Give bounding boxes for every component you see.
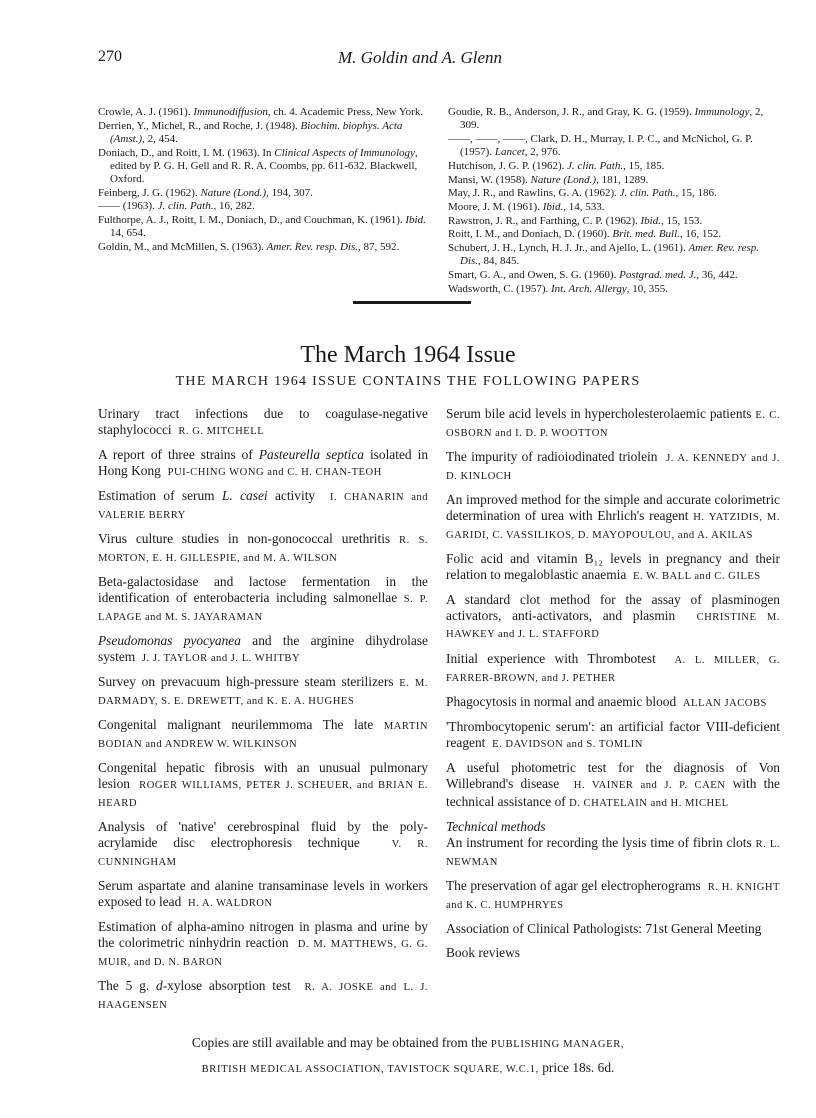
reference: Doniach, D., and Roitt, I. M. (1963). In Clinical Aspects of Immunology, edited by P. G. H. Gell and R. R. A. Coombs, pp. 611-632. Blackwell, Oxford. xyxy=(98,146,418,186)
paper-authors: H. VAINER and J. P. CAEN xyxy=(573,780,726,792)
paper-entry: Analysis of 'native' cerebrospinal fluid by the poly-acrylamide disc electrophoresis technique V. R. CUNNINGHAM xyxy=(98,819,429,868)
paper-authors: R. A. JOSKE and L. J. HAAGENSEN xyxy=(98,981,428,1011)
reference: May, J. R., and Rawlins, G. A. (1962). J. clin. Path., 15, 186. xyxy=(448,187,717,200)
section-divider xyxy=(353,301,471,304)
paper-authors: A. L. MILLER, G. FARRER-BROWN, and J. PETHER xyxy=(446,654,781,684)
papers-left-column xyxy=(98,406,428,1021)
paper-entry: A standard clot method for the assay of plasminogen activators, anti-activators, and plasmin CHRISTINE M. HAWKEY and J. L. STAFFORD xyxy=(446,592,780,641)
reference: Feinberg, J. G. (1962). Nature (Lond.), 194, 307. xyxy=(98,186,313,199)
paper-authors: E. DAVIDSON and S. TOMLIN xyxy=(492,739,643,751)
technical-methods-heading: Technical methods xyxy=(446,819,546,835)
paper-authors: I. CHANARIN and VALERIE BERRY xyxy=(98,492,429,521)
reference: Goudie, R. B., Anderson, J. R., and Gray, K. G. (1959). Immunology, 2, 309. xyxy=(448,106,764,132)
paper-authors: ALLAN JACOBS xyxy=(682,697,767,709)
paper-entry: An improved method for the simple and accurate colorimetric determination of urea with Ehrlich's reagent H. YATZIDIS, M. GARIDI, C. VASSILIKOS, D. MAYOPOULOU, and A. AKILAS xyxy=(446,492,780,541)
paper-authors: MARTIN BODIAN and ANDREW W. WILKINSON xyxy=(98,721,428,751)
paper-entry: Virus culture studies in non-gonococcal urethritis R. S. MORTON, E. H. GILLESPIE, and M. A. WILSON xyxy=(98,531,428,564)
paper-authors: R. H. KNIGHT and K. C. HUMPHRYES xyxy=(446,882,780,911)
paper-authors: S. P. LAPAGE and M. S. JAYARAMAN xyxy=(98,594,428,623)
paper-entry: Folic acid and vitamin B₁₂ levels in pregnancy and their relation to megaloblastic anaemia E. W. BALL and C. GILES xyxy=(446,550,780,582)
paper-entry: Serum bile acid levels in hypercholesterolaemic patients E. C. OSBORN and I. D. P. WOOTTON xyxy=(446,406,780,439)
references-right-column xyxy=(448,106,778,296)
paper-authors: H. A. WALDRON xyxy=(188,897,273,909)
paper-entry: Estimation of alpha-amino nitrogen in plasma and urine by the colorimetric ninhydrin reaction D. M. MATTHEWS, G. G. MUIR, and D. N. BARON xyxy=(98,919,429,968)
reference: Smart, G. A., and Owen, S. G. (1960). Postgrad. med. J., 36, 442. xyxy=(448,268,738,281)
reference: Moore, J. M. (1961). Ibid., 14, 533. xyxy=(448,200,605,213)
paper-authors: E. W. BALL and C. GILES xyxy=(633,570,761,582)
papers-right-column xyxy=(446,406,780,968)
reference: ——, ——, ——, Clark, D. H., Murray, I. P. C., and McNichol, G. P. (1957). Lancet, 2, 976. xyxy=(448,132,753,159)
paper-entry: Serum aspartate and alanine transaminase levels in workers exposed to lead H. A. WALDRON xyxy=(98,878,428,909)
paper-entry: Initial experience with Thrombotest A. L. MILLER, G. FARRER-BROWN, and J. PETHER xyxy=(446,650,781,684)
reference: Mansi, W. (1958). Nature (Lond.), 181, 1289. xyxy=(448,173,649,186)
reference: Derrien, Y., Michel, R., and Roche, J. (1948). Biochim. biophys. Acta (Amst.), 2, 454. xyxy=(98,119,403,145)
acp-meeting: Association of Clinical Pathologists: 71st General Meeting xyxy=(446,921,762,937)
notice-line-1: Copies are still available and may be obtained from the PUBLISHING MANAGER, xyxy=(191,1035,625,1050)
paper-entry: An instrument for recording the lysis time of fibrin clots R. L. NEWMAN xyxy=(446,834,780,868)
reference: Wadsworth, C. (1957). Int. Arch. Allergy, 10, 355. xyxy=(448,282,669,295)
paper-authors: J. J. TAYLOR and J. L. WHITBY xyxy=(141,652,301,664)
paper-authors: D. CHATELAIN and H. MICHEL xyxy=(569,797,729,809)
reference: —— (1963). J. clin. Path., 16, 282. xyxy=(98,200,255,213)
paper-authors: E. M. DARMADY, S. E. DREWETT, and K. E. A. HUGHES xyxy=(98,678,428,707)
reference: Goldin, M., and McMillen, S. (1963). Amer. Rev. resp. Dis., 87, 592. xyxy=(98,241,400,254)
reference: Rawstron, J. R., and Farthing, C. P. (1962). Ibid., 15, 153. xyxy=(448,214,703,227)
paper-entry: Phagocytosis in normal and anaemic blood ALLAN JACOBS xyxy=(446,693,767,709)
paper-authors: J. A. KENNEDY and J. D. KINLOCH xyxy=(446,453,780,482)
reference: Roitt, I. M., and Doniach, D. (1960). Brit. med. Bull., 16, 152. xyxy=(448,228,722,241)
paper-authors: R. S. MORTON, E. H. GILLESPIE, and M. A. WILSON xyxy=(98,535,428,564)
paper-authors: R. G. MITCHELL xyxy=(178,425,265,437)
paper-entry: Congenital malignant neurilemmoma The late MARTIN BODIAN and ANDREW W. WILKINSON xyxy=(98,717,428,751)
paper-authors: R. L. NEWMAN xyxy=(446,838,780,868)
references-left-column xyxy=(98,106,428,255)
paper-entry: The 5 g. d-xylose absorption test R. A. JOSKE and L. J. HAAGENSEN xyxy=(98,977,428,1011)
notice-line-2: BRITISH MEDICAL ASSOCIATION, TAVISTOCK SQUARE, W.C.1, price 18s. 6d. xyxy=(201,1060,615,1075)
paper-authors: CHRISTINE M. HAWKEY and J. L. STAFFORD xyxy=(446,611,780,641)
paper-entry: The impurity of radioiodinated triolein J. A. KENNEDY and J. D. KINLOCH xyxy=(446,449,780,482)
paper-authors: D. M. MATTHEWS, G. G. MUIR, and D. N. BARON xyxy=(98,938,429,968)
reference: Fulthorpe, A. J., Roitt, I. M., Doniach, D., and Couchman, K. (1961). Ibid. 14, 654. xyxy=(98,214,426,240)
paper-authors: E. C. OSBORN and I. D. P. WOOTTON xyxy=(446,410,780,439)
issue-title: The March 1964 Issue xyxy=(300,342,516,368)
reference: Hutchison, J. G. P. (1962). J. clin. Path., 15, 185. xyxy=(448,159,665,172)
page-header xyxy=(0,48,816,72)
availability-notice xyxy=(0,1031,816,1081)
issue-subtitle: THE MARCH 1964 ISSUE CONTAINS THE FOLLOWING PAPERS xyxy=(175,374,641,389)
paper-authors: V. R. CUNNINGHAM xyxy=(98,838,429,868)
paper-authors: H. YATZIDIS, M. GARIDI, C. VASSILIKOS, D. MAYOPOULOU, and A. AKILAS xyxy=(446,511,780,541)
reference: Schubert, J. H., Lynch, H. J. Jr., and Ajello, L. (1961). Amer. Rev. resp. Dis., 84, 845. xyxy=(448,242,760,268)
paper-entry: The preservation of agar gel electropherograms R. H. KNIGHT and K. C. HUMPHRYES xyxy=(446,878,780,911)
paper-entry: 'Thrombocytopenic serum': an artificial factor VIII-deficient reagent E. DAVIDSON and S. TOMLIN xyxy=(446,719,780,751)
paper-entry: Beta-galactosidase and lactose fermentation in the identification of enterobacteria including salmonellae S. P. LAPAGE and M. S. JAYARAMAN xyxy=(98,574,428,623)
paper-entry: A report of three strains of Pasteurella septica isolated in Hong Kong PUI-CHING WONG and C. H. CHAN-TEOH xyxy=(98,447,429,478)
reference: Crowle, A. J. (1961). Immunodiffusion, ch. 4. Academic Press, New York. xyxy=(98,106,424,118)
paper-authors: PUI-CHING WONG and C. H. CHAN-TEOH xyxy=(167,466,382,478)
paper-authors: ROGER WILLIAMS, PETER J. SCHEUER, and BRIAN E. HEARD xyxy=(98,780,428,809)
paper-entry: Estimation of serum L. casei activity I. CHANARIN and VALERIE BERRY xyxy=(98,488,429,521)
paper-entry: Congenital hepatic fibrosis with an unusual pulmonary lesion ROGER WILLIAMS, PETER J. SCHEUER, and BRIAN E. HEARD xyxy=(98,760,428,809)
paper-entry: Pseudomonas pyocyanea and the arginine dihydrolase system J. J. TAYLOR and J. L. WHITBY xyxy=(98,633,428,664)
paper-entry: Urinary tract infections due to coagulase-negative staphylococci R. G. MITCHELL xyxy=(98,406,428,437)
paper-entry: A useful photometric test for the diagnosis of Von Willebrand's disease H. VAINER and J. P. CAEN with the technical assistance of D. CHATELAIN and H. MICHEL xyxy=(446,760,780,809)
running-title: M. Goldin and A. Glenn xyxy=(338,48,503,67)
book-reviews: Book reviews xyxy=(446,944,521,960)
paper-entry: Survey on prevacuum high-pressure steam sterilizers E. M. DARMADY, S. E. DREWETT, and K. E. A. HUGHES xyxy=(98,674,428,707)
page-number: 270 xyxy=(98,48,122,65)
